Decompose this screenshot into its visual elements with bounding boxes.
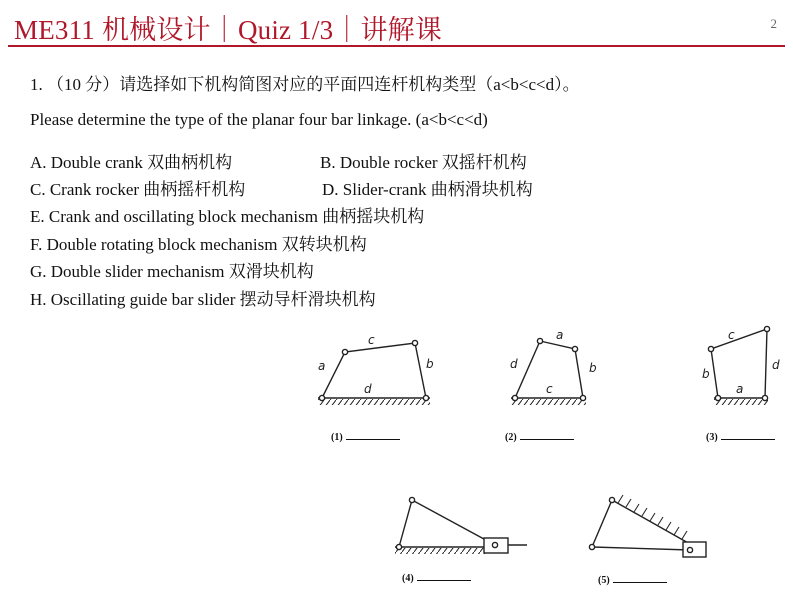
question-text-en: Please determine the type of the planar four bar linkage. (a<b<c<d): [30, 110, 488, 129]
blank-4: [402, 573, 471, 584]
blank-1: [331, 432, 400, 443]
option-a: A. Double crank 双曲柄机构: [30, 153, 233, 172]
fig3-label-a: a: [736, 382, 744, 396]
fig3-label-d: d: [772, 358, 780, 372]
blank-2: [505, 432, 574, 443]
question-text-cn: 1. （10 分）请选择如下机构简图对应的平面四连杆机构类型（a<b<c<d）。: [30, 75, 580, 94]
blank-5-label: (5): [598, 575, 610, 586]
option-b: B. Double rocker 双摇杆机构: [320, 153, 527, 172]
fig2-label-a: a: [556, 328, 564, 342]
fig1-label-d: d: [364, 382, 372, 396]
figure-4-slider-mechanism: [395, 500, 527, 554]
fig2-label-b: b: [589, 361, 597, 375]
blank-2-label: (2): [505, 432, 517, 443]
option-f: F. Double rotating block mechanism 双转块机构: [30, 235, 367, 254]
blank-1-label: (1): [331, 432, 343, 443]
blank-3-label: (3): [706, 432, 718, 443]
option-c: C. Crank rocker 曲柄摇杆机构: [30, 180, 246, 199]
fig2-label-c: c: [546, 382, 553, 396]
figure-1-linkage: [318, 343, 430, 405]
option-g: G. Double slider mechanism 双滑块机构: [30, 262, 314, 281]
blank-4-label: (4): [402, 573, 414, 584]
option-h: H. Oscillating guide bar slider 摆动导杆滑块机构: [30, 290, 376, 309]
blank-3: [706, 432, 775, 443]
blank-4-line: [417, 573, 471, 581]
fig3-label-b: b: [702, 367, 710, 381]
fig1-label-b: b: [426, 357, 434, 371]
fig3-label-c: c: [728, 328, 735, 342]
fig1-label-a: a: [318, 359, 326, 373]
blank-3-line: [721, 432, 775, 440]
blank-5: [598, 575, 667, 586]
fig1-label-c: c: [368, 333, 375, 347]
blank-2-line: [520, 432, 574, 440]
blank-1-line: [346, 432, 400, 440]
fig2-label-d: d: [510, 357, 518, 371]
page-number: 2: [770, 16, 777, 31]
slide-title: ME311 机械设计｜Quiz 1/3｜讲解课: [14, 15, 443, 45]
option-e: E. Crank and oscillating block mechanism 曲柄摇块机构: [30, 207, 425, 226]
blank-5-line: [613, 575, 667, 583]
option-d: D. Slider-crank 曲柄滑块机构: [322, 180, 533, 199]
